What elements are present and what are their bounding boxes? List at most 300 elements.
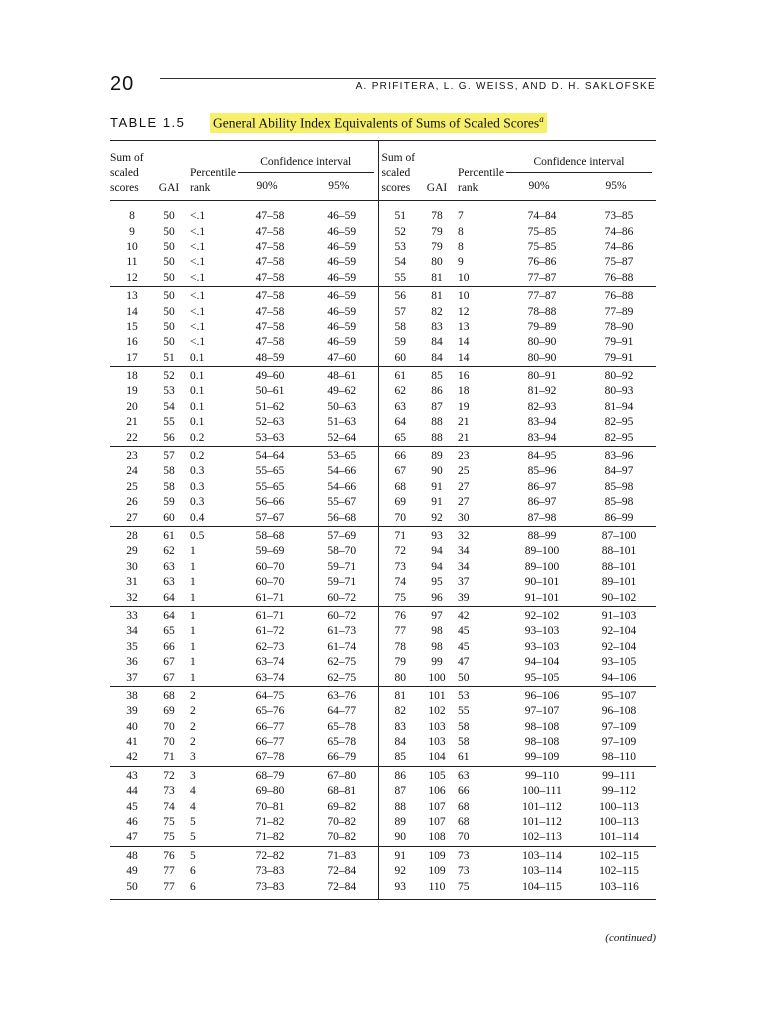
percentile-cell: 68: [458, 800, 470, 813]
ci95-cell: 77–89: [604, 305, 634, 318]
gai-cell: 107: [428, 816, 446, 829]
sum-scaled-cell: 9: [129, 225, 135, 238]
sum-scaled-cell: 42: [126, 751, 138, 764]
gai-cell: 67: [163, 656, 175, 669]
ci90-cell: 48–59: [255, 351, 285, 364]
ci95-cell: 57–69: [306, 526, 378, 544]
table-row: [110, 240, 656, 255]
col-sum-scaled-left: Sum of scaled scores: [110, 152, 144, 194]
ci95-cell: 63–76: [306, 686, 378, 704]
gai-cell: 95: [431, 576, 443, 589]
ci90-cell: 68–79: [234, 766, 306, 784]
percentile-cell: 5: [190, 816, 196, 829]
percentile-cell: 0.1: [190, 400, 205, 413]
gai-cell: 82: [431, 305, 443, 318]
percentile-cell: 6: [184, 879, 234, 899]
score-table: [110, 140, 656, 900]
sum-scaled-cell: 74: [394, 576, 406, 589]
ci90-cell: 84–95: [502, 446, 582, 464]
table-row: [110, 271, 656, 287]
sum-scaled-cell: 60: [394, 351, 406, 364]
gai-cell: 79: [431, 225, 443, 238]
col-ci95-right: 95%: [605, 179, 627, 192]
table-row: [110, 606, 656, 624]
ci95-cell: 73–85: [604, 210, 634, 223]
percentile-cell: 58: [458, 736, 470, 749]
sum-scaled-cell: 85: [394, 751, 406, 764]
sum-scaled-cell: 44: [126, 785, 138, 798]
sum-scaled-cell: 62: [394, 385, 406, 398]
ci95-cell: 46–59: [306, 240, 378, 255]
ci95-cell: 102–115: [582, 846, 656, 864]
ci90-cell: 47–58: [255, 240, 285, 253]
percentile-cell: 5: [190, 831, 196, 844]
percentile-cell: 23: [452, 446, 502, 464]
percentile-cell: 70: [458, 831, 470, 844]
sum-scaled-cell: 80: [394, 671, 406, 684]
ci90-cell: 61–71: [255, 591, 285, 604]
gai-cell: 70: [163, 736, 175, 749]
percentile-cell: 53: [452, 686, 502, 704]
sum-scaled-cell: 48: [110, 846, 154, 864]
sum-scaled-cell: 63: [394, 400, 406, 413]
ci90-cell: 97–107: [524, 705, 560, 718]
percentile-cell: 21: [458, 431, 470, 444]
gai-cell: 73: [163, 785, 175, 798]
table-row: [110, 799, 656, 814]
sum-scaled-cell: 24: [126, 465, 138, 478]
sum-scaled-cell: 72: [394, 545, 406, 558]
gai-cell: 105: [422, 766, 452, 784]
ci95-cell: 46–59: [306, 335, 378, 350]
percentile-cell: 16: [452, 366, 502, 384]
ci90-cell: 71–82: [255, 831, 285, 844]
ci95-cell: 67–80: [306, 766, 378, 784]
table-row: [110, 590, 656, 606]
percentile-cell: 30: [458, 511, 470, 524]
gai-cell: 100: [428, 671, 446, 684]
ci90-cell: 99–109: [524, 751, 560, 764]
percentile-cell: 63: [452, 766, 502, 784]
percentile-cell: 1: [190, 625, 196, 638]
table-row: [110, 830, 656, 846]
sum-scaled-cell: 37: [126, 671, 138, 684]
ci95-cell: 74–86: [604, 225, 634, 238]
ci95-cell: 92–104: [601, 640, 637, 653]
percentile-cell: 13: [458, 320, 470, 333]
ci95-cell: 102–115: [599, 865, 639, 878]
ci95-cell: 60–72: [306, 606, 378, 624]
gai-cell: 70: [163, 720, 175, 733]
ci95-cell: 47–60: [306, 351, 378, 367]
gai-cell: 91: [431, 496, 443, 509]
percentile-cell: 1: [184, 606, 234, 624]
percentile-cell: 0.1: [190, 385, 205, 398]
sum-scaled-cell: 61: [378, 366, 422, 384]
gai-cell: 79: [431, 240, 443, 253]
percentile-cell: 0.5: [184, 526, 234, 544]
gai-cell: 57: [154, 446, 184, 464]
sum-scaled-cell: 11: [126, 256, 138, 269]
sum-scaled-cell: 78: [394, 640, 406, 653]
gai-cell: 108: [428, 831, 446, 844]
ci95-cell: 65–78: [306, 720, 378, 735]
ci95-cell: 95–107: [582, 686, 656, 704]
sum-scaled-cell: 17: [126, 351, 138, 364]
table-row: [110, 495, 656, 510]
ci95-cell: 97–109: [601, 736, 637, 749]
gai-cell: 69: [163, 705, 175, 718]
ci90-cell: 72–82: [234, 846, 306, 864]
percentile-cell: 4: [190, 785, 196, 798]
ci95-cell: 78–90: [604, 320, 634, 333]
percentile-cell: 7: [458, 210, 464, 223]
gai-cell: 63: [163, 576, 175, 589]
page-number: 20: [110, 73, 135, 95]
col-sum-scaled-right: Sum of scaled scores: [381, 152, 416, 194]
table-row: [110, 255, 656, 270]
percentile-cell: 32: [452, 526, 502, 544]
table-row: [110, 750, 656, 766]
ci95-cell: 48–61: [306, 366, 378, 384]
gai-cell: 77: [154, 879, 184, 899]
sum-scaled-cell: 32: [126, 591, 138, 604]
table-row: [110, 735, 656, 750]
sum-scaled-cell: 40: [126, 720, 138, 733]
ci90-cell: 85–96: [527, 465, 557, 478]
ci95-cell: 100–113: [599, 800, 639, 813]
table-label: TABLE 1.5: [110, 115, 186, 130]
table-row: [110, 320, 656, 335]
ci90-cell: 65–76: [255, 705, 285, 718]
sum-scaled-cell: 86: [378, 766, 422, 784]
ci90-cell: 66–77: [255, 736, 285, 749]
col-gai-right: GAI: [426, 182, 448, 194]
col-gai-left: GAI: [158, 182, 180, 194]
gai-cell: 50: [154, 286, 184, 304]
table-row: [110, 864, 656, 879]
table-row: [110, 720, 656, 735]
percentile-cell: 8: [458, 240, 464, 253]
sum-scaled-cell: 36: [126, 656, 138, 669]
ci90-cell: 67–78: [255, 751, 285, 764]
ci90-cell: 80–91: [502, 366, 582, 384]
gai-cell: 94: [431, 545, 443, 558]
ci90-cell: 95–105: [524, 671, 560, 684]
percentile-cell: 25: [458, 465, 470, 478]
gai-cell: 75: [163, 831, 175, 844]
ci95-cell: 59–71: [306, 560, 378, 575]
gai-cell: 81: [431, 271, 443, 284]
table-row: [110, 815, 656, 830]
gai-cell: 54: [163, 400, 175, 413]
sum-scaled-cell: 83: [394, 720, 406, 733]
ci95-cell: 68–81: [306, 784, 378, 799]
ci90-cell: 103–114: [502, 846, 582, 864]
gai-cell: 72: [154, 766, 184, 784]
ci95-cell: 85–98: [604, 480, 634, 493]
percentile-cell: 37: [458, 576, 470, 589]
ci90-cell: 62–73: [255, 640, 285, 653]
continued-note: (continued): [605, 932, 656, 944]
sum-scaled-cell: 49: [126, 865, 138, 878]
table-row: [110, 366, 656, 384]
table-row: [110, 224, 656, 239]
ci95-cell: 85–98: [604, 496, 634, 509]
col-ci-right: Confidence interval: [502, 141, 656, 176]
ci95-cell: 46–59: [306, 304, 378, 319]
gai-cell: 50: [163, 305, 175, 318]
percentile-cell: 0.4: [190, 511, 205, 524]
gai-cell: 98: [431, 640, 443, 653]
ci90-cell: 55–65: [255, 465, 285, 478]
gai-cell: 109: [422, 846, 452, 864]
gai-cell: 64: [154, 606, 184, 624]
percentile-cell: 5: [184, 846, 234, 864]
sum-scaled-cell: 59: [394, 336, 406, 349]
ci95-cell: 80–93: [604, 385, 634, 398]
ci90-cell: 103–114: [522, 865, 562, 878]
percentile-cell: 1: [190, 671, 196, 684]
table-row: [110, 879, 656, 899]
gai-cell: 51: [163, 351, 175, 364]
col-ci95-left: 95%: [306, 176, 378, 200]
table-row: [110, 766, 656, 784]
table-row: [110, 400, 656, 415]
sum-scaled-cell: 43: [110, 766, 154, 784]
table-row: [110, 686, 656, 704]
gai-cell: 96: [431, 591, 443, 604]
ci95-cell: 84–97: [604, 465, 634, 478]
sum-scaled-cell: 89: [394, 816, 406, 829]
percentile-cell: <.1: [190, 271, 206, 284]
percentile-cell: 50: [458, 671, 470, 684]
ci90-cell: 101–112: [522, 816, 562, 829]
percentile-cell: 1: [190, 576, 196, 589]
ci95-cell: 88–101: [601, 560, 637, 573]
percentile-cell: <.1: [190, 225, 206, 238]
table-row: [110, 430, 656, 446]
ci90-cell: 80–90: [527, 336, 557, 349]
ci95-cell: 62–75: [306, 655, 378, 670]
ci90-cell: 86–97: [527, 496, 557, 509]
sum-scaled-cell: 53: [394, 240, 406, 253]
table-row: [110, 464, 656, 479]
percentile-cell: 10: [458, 271, 470, 284]
percentile-cell: 58: [458, 720, 470, 733]
sum-scaled-cell: 15: [126, 320, 138, 333]
ci90-cell: 50–61: [255, 385, 285, 398]
ci95-cell: 79–91: [604, 336, 634, 349]
gai-cell: 50: [163, 225, 175, 238]
gai-cell: 58: [163, 465, 175, 478]
sum-scaled-cell: 70: [394, 511, 406, 524]
ci95-cell: 50–63: [306, 400, 378, 415]
ci90-cell: 93–103: [524, 640, 560, 653]
gai-cell: 50: [163, 271, 175, 284]
col-ci-left: Confidence interval: [234, 141, 378, 176]
table-row: [110, 640, 656, 655]
percentile-cell: 55: [458, 705, 470, 718]
ci95-cell: 87–100: [582, 526, 656, 544]
ci90-cell: 96–106: [502, 686, 582, 704]
sum-scaled-cell: 69: [394, 496, 406, 509]
table-row: [110, 846, 656, 864]
ci90-cell: 88–99: [502, 526, 582, 544]
ci90-cell: 78–88: [527, 305, 557, 318]
ci95-cell: 99–112: [601, 785, 637, 798]
ci90-cell: 79–89: [527, 320, 557, 333]
gai-cell: 103: [428, 736, 446, 749]
gai-cell: 52: [154, 366, 184, 384]
ci90-cell: 73–83: [234, 879, 306, 899]
ci95-cell: 92–104: [601, 625, 637, 638]
gai-cell: 104: [428, 751, 446, 764]
sum-scaled-cell: 33: [110, 606, 154, 624]
percentile-cell: 14: [458, 336, 470, 349]
ci95-cell: 81–94: [604, 400, 634, 413]
sum-scaled-cell: 73: [394, 560, 406, 573]
ci90-cell: 75–85: [527, 225, 557, 238]
sum-scaled-cell: 12: [126, 271, 138, 284]
ci95-cell: 64–77: [306, 704, 378, 719]
sum-scaled-cell: 64: [394, 416, 406, 429]
ci95-cell: 94–106: [601, 671, 637, 684]
ci95-cell: 62–75: [306, 670, 378, 686]
ci90-cell: 47–58: [234, 286, 306, 304]
ci95-cell: 60–72: [306, 590, 378, 606]
gai-cell: 66: [163, 640, 175, 653]
sum-scaled-cell: 56: [378, 286, 422, 304]
gai-cell: 63: [163, 560, 175, 573]
gai-cell: 110: [422, 879, 452, 899]
ci90-cell: 49–60: [234, 366, 306, 384]
sum-scaled-cell: 18: [110, 366, 154, 384]
gai-cell: 97: [422, 606, 452, 624]
sum-scaled-cell: 91: [378, 846, 422, 864]
percentile-cell: 45: [458, 625, 470, 638]
ci95-cell: 61–73: [306, 624, 378, 639]
table-row: [110, 510, 656, 526]
gai-cell: 74: [163, 800, 175, 813]
sum-scaled-cell: 84: [394, 736, 406, 749]
gai-cell: 75: [163, 816, 175, 829]
sum-scaled-cell: 87: [394, 785, 406, 798]
table-title-text: General Ability Index Equivalents of Sums of Scaled Scores: [213, 115, 540, 131]
sum-scaled-cell: 66: [378, 446, 422, 464]
ci95-cell: 86–99: [604, 511, 634, 524]
sum-scaled-cell: 8: [129, 210, 135, 223]
ci90-cell: 89–100: [524, 560, 560, 573]
gai-cell: 61: [154, 526, 184, 544]
ci95-cell: 80–92: [582, 366, 656, 384]
percentile-cell: 14: [458, 351, 470, 364]
percentile-cell: <.1: [190, 320, 206, 333]
percentile-cell: 75: [452, 879, 502, 899]
percentile-cell: <.1: [190, 240, 206, 253]
col-ci90-right: 90%: [528, 179, 550, 192]
percentile-cell: <.1: [190, 305, 206, 318]
ci90-cell: 61–71: [234, 606, 306, 624]
sum-scaled-cell: 19: [126, 385, 138, 398]
table-row: [110, 304, 656, 319]
ci90-cell: 58–68: [234, 526, 306, 544]
ci95-cell: 96–108: [601, 705, 637, 718]
ci95-cell: 70–82: [306, 830, 378, 846]
sum-scaled-cell: 68: [394, 480, 406, 493]
ci90-cell: 47–58: [255, 336, 285, 349]
ci90-cell: 47–58: [255, 256, 285, 269]
ci95-cell: 59–71: [306, 575, 378, 590]
percentile-cell: 39: [458, 591, 470, 604]
ci90-cell: 69–80: [255, 785, 285, 798]
gai-cell: 94: [431, 560, 443, 573]
percentile-cell: 0.2: [184, 446, 234, 464]
percentile-cell: 2: [184, 686, 234, 704]
ci90-cell: 73–83: [255, 865, 285, 878]
gai-cell: 65: [163, 625, 175, 638]
table-row: [110, 560, 656, 575]
sum-scaled-cell: 31: [126, 576, 138, 589]
sum-scaled-cell: 67: [394, 465, 406, 478]
sum-scaled-cell: 25: [126, 480, 138, 493]
percentile-cell: 21: [458, 416, 470, 429]
table-row: [110, 335, 656, 350]
table-row: [110, 526, 656, 544]
percentile-cell: 0.3: [190, 496, 205, 509]
gai-cell: 67: [163, 671, 175, 684]
table-row: [110, 544, 656, 559]
percentile-cell: 73: [452, 846, 502, 864]
ci90-cell: 47–58: [255, 210, 285, 223]
ci95-cell: 71–83: [306, 846, 378, 864]
gai-cell: 53: [163, 385, 175, 398]
gai-cell: 81: [422, 286, 452, 304]
ci90-cell: 102–113: [522, 831, 562, 844]
ci90-cell: 66–77: [255, 720, 285, 733]
percentile-cell: 0.1: [190, 351, 205, 364]
ci90-cell: 60–70: [255, 576, 285, 589]
sum-scaled-cell: 54: [394, 256, 406, 269]
percentile-cell: 1: [190, 656, 196, 669]
sum-scaled-cell: 10: [126, 240, 138, 253]
percentile-cell: 1: [190, 545, 196, 558]
gai-cell: 71: [163, 751, 175, 764]
percentile-cell: 0.3: [190, 480, 205, 493]
ci95-cell: 46–59: [306, 320, 378, 335]
gai-cell: 55: [163, 416, 175, 429]
ci95-cell: 75–87: [604, 256, 634, 269]
gai-cell: 58: [163, 480, 175, 493]
ci95-cell: 82–95: [604, 416, 634, 429]
ci90-cell: 76–86: [527, 256, 557, 269]
ci90-cell: 47–58: [255, 225, 285, 238]
score-table-container: [110, 140, 656, 900]
percentile-cell: 42: [452, 606, 502, 624]
percentile-cell: 27: [458, 496, 470, 509]
gai-cell: 92: [431, 511, 443, 524]
col-percentile-left: Percentile rank: [190, 167, 236, 194]
sum-scaled-cell: 35: [126, 640, 138, 653]
sum-scaled-cell: 92: [394, 865, 406, 878]
gai-cell: 50: [163, 210, 175, 223]
percentile-cell: 47: [458, 656, 470, 669]
percentile-cell: 34: [458, 560, 470, 573]
ci90-cell: 53–63: [255, 431, 285, 444]
ci95-cell: 52–64: [306, 430, 378, 446]
gai-cell: 107: [428, 800, 446, 813]
gai-cell: 59: [163, 496, 175, 509]
